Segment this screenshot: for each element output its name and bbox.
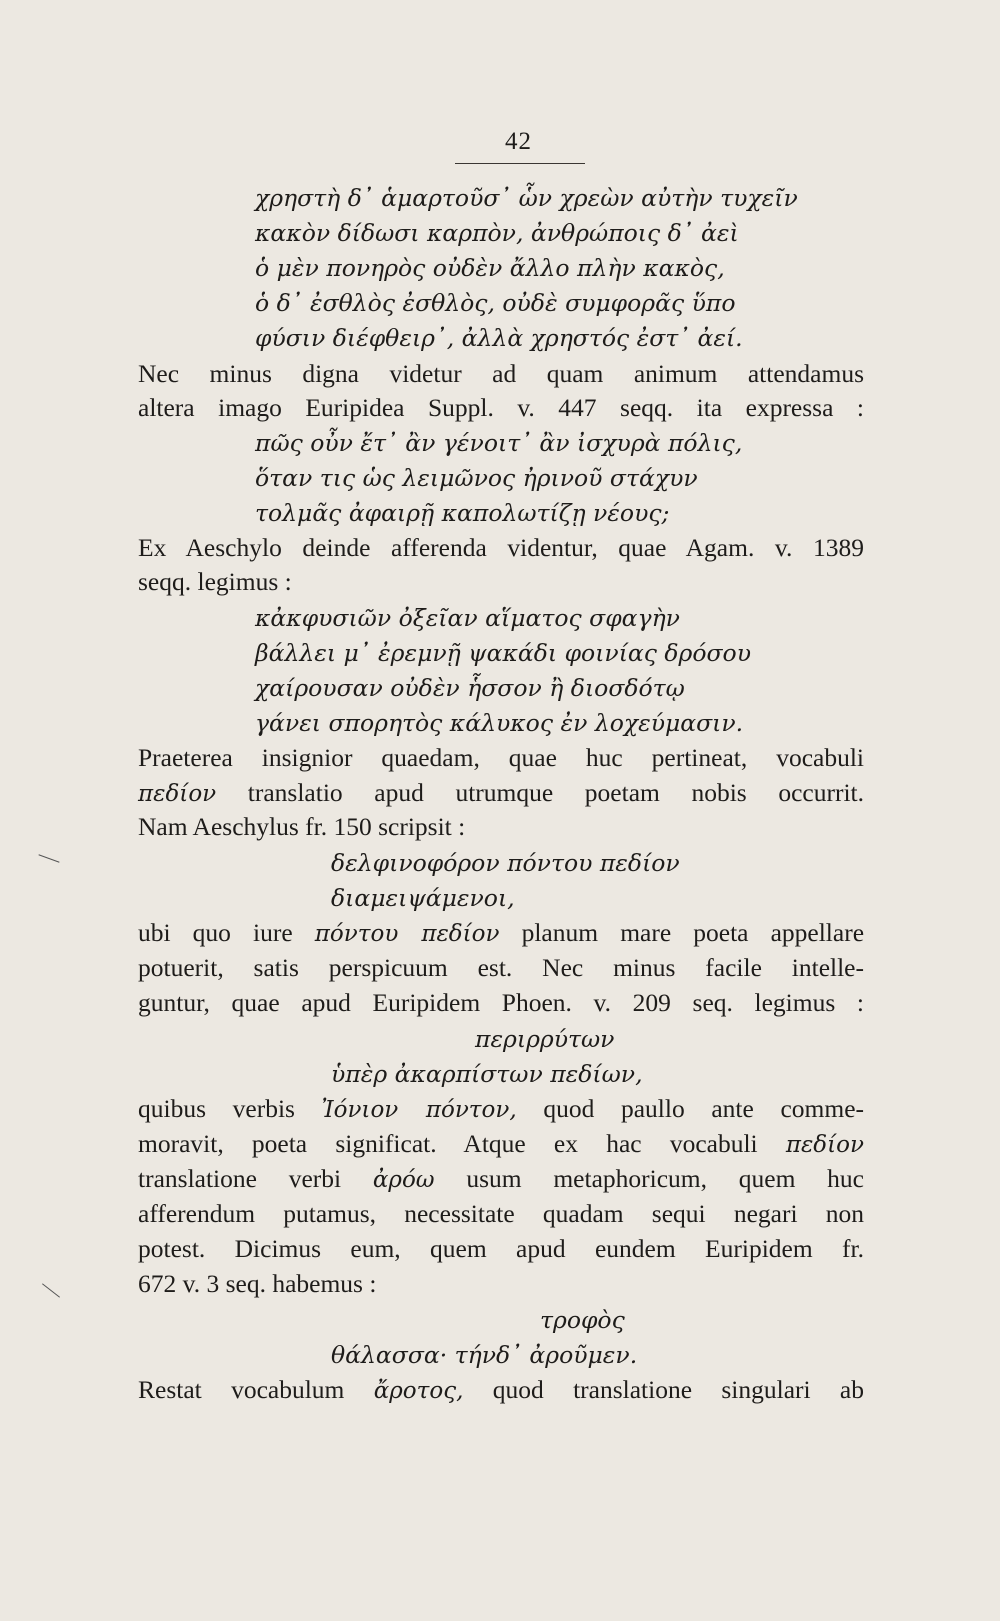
greek-verse-line: φύσιν διέφθειρ᾽, ἀλλὰ χρηστός ἐστ᾽ ἀεί.: [255, 324, 743, 352]
greek-term: πεδίον: [785, 1132, 864, 1158]
text-line: [138, 1267, 376, 1301]
page-number: 42: [505, 128, 532, 155]
text-segment: guntur, quae apud Euripidem Phoen. v. 209 seq. legimus :: [138, 988, 864, 1017]
text-line: [138, 357, 864, 391]
greek-verse-line: κακὸν δίδωσι καρπὸν, ἀνθρώποις δ᾽ ἀεὶ: [255, 219, 739, 247]
text-segment: Nec minus digna videtur ad quam animum attendamus: [138, 359, 864, 388]
greek-term: πεδίον: [138, 781, 217, 807]
text-segment: planum mare poeta appellare: [499, 918, 865, 947]
text-line: [138, 916, 864, 950]
greek-verse-line: γάνει σπορητὸς κάλυκος ἐν λοχεύμασιν.: [255, 709, 744, 737]
greek-verse-line: χαίρουσαν οὐδὲν ἧσσον ἢ διοσδότῳ: [255, 674, 685, 702]
text-line: [138, 1197, 864, 1231]
text-line: [138, 1162, 864, 1196]
greek-verse-line: ὁ δ᾽ ἐσθλὸς ἐσθλὸς, οὐδὲ συμφορᾶς ὕπο: [255, 289, 736, 317]
text-segment: altera imago Euripidea Suppl. v. 447 seqq. ita expressa :: [138, 393, 864, 422]
header-rule: [455, 163, 585, 164]
text-line: [138, 1232, 864, 1266]
greek-verse-line: περιρρύτων: [475, 1025, 615, 1053]
text-line: [138, 776, 864, 810]
greek-verse-line: χρηστὴ δ᾽ ἁμαρτοῦσ᾽ ὧν χρεὼν αὐτὴν τυχεῖν: [255, 184, 798, 212]
text-line: [138, 741, 864, 775]
text-segment: Restat vocabulum: [138, 1375, 374, 1404]
text-line: [138, 1092, 864, 1126]
text-segment: quod translatione singulari ab: [463, 1375, 864, 1404]
text-segment: seqq. legimus :: [138, 567, 292, 596]
text-segment: Praeterea insignior quaedam, quae huc pertineat, vocabuli: [138, 743, 864, 772]
text-line: [138, 951, 864, 985]
greek-verse-line: βάλλει μ᾽ ἐρεμνῇ ψακάδι φοινίας δρόσου: [255, 639, 751, 667]
text-segment: potest. Dicimus eum, quem apud eundem Euripidem fr.: [138, 1234, 864, 1263]
text-segment: Ex Aeschylo deinde afferenda videntur, quae Agam. v. 1389: [138, 533, 864, 562]
text-segment: moravit, poeta significat. Atque ex hac vocabuli: [138, 1129, 786, 1158]
text-segment: 672 v. 3 seq. habemus :: [138, 1269, 377, 1298]
text-segment: potuerit, satis perspicuum est. Nec minus facile intelle-: [138, 953, 864, 982]
greek-verse-line: διαμειψάμενοι,: [331, 884, 515, 912]
text-segment: quod paullo ante comme-: [516, 1094, 865, 1123]
greek-term: πόντου πεδίον: [314, 921, 500, 947]
margin-mark: [38, 854, 59, 862]
text-segment: translatio apud utrumque poetam nobis occurrit.: [216, 778, 864, 807]
text-segment: usum metaphoricum, quem huc: [434, 1164, 864, 1193]
greek-term: ἀρόω: [372, 1167, 435, 1193]
greek-verse-line: ὑπὲρ ἀκαρπίστων πεδίων,: [331, 1060, 643, 1088]
margin-mark: [42, 1283, 60, 1297]
greek-verse-line: τολμᾶς ἀφαιρῇ καπολωτίζῃ νέους;: [255, 499, 670, 527]
greek-verse-line: θάλασσα· τήνδ᾽ ἀροῦμεν.: [331, 1341, 638, 1369]
greek-verse-line: ὅταν τις ὡς λειμῶνος ἠρινοῦ στάχυν: [255, 464, 698, 492]
greek-term: ἄροτος,: [373, 1378, 464, 1404]
text-line: [138, 391, 864, 425]
text-segment: afferendum putamus, necessitate quadam sequi negari non: [138, 1199, 864, 1228]
text-line: [138, 565, 292, 599]
text-segment: Nam Aeschylus fr. 150 scripsit :: [138, 812, 466, 841]
greek-term: Ἰόνιον πόντον,: [321, 1097, 517, 1123]
greek-verse-line: πῶς οὖν ἔτ᾽ ἂν γένοιτ᾽ ἂν ἰσχυρὰ πόλις,: [255, 429, 743, 457]
greek-verse-line: ὁ μὲν πονηρὸς οὐδὲν ἄλλο πλὴν κακὸς,: [255, 254, 725, 282]
text-line: [138, 531, 864, 565]
text-segment: quibus verbis: [138, 1094, 322, 1123]
greek-verse-line: δελφινοφόρον πόντου πεδίον: [331, 849, 680, 877]
text-line: [138, 810, 465, 844]
text-line: [138, 1373, 864, 1407]
text-line: [138, 986, 864, 1020]
text-line: [138, 1127, 864, 1161]
greek-verse-line: κἀκφυσιῶν ὀξεῖαν αἵματος σφαγὴν: [255, 604, 680, 632]
greek-verse-line: τροφὸς: [540, 1306, 625, 1334]
text-segment: translatione verbi: [138, 1164, 373, 1193]
text-segment: ubi quo iure: [138, 918, 315, 947]
